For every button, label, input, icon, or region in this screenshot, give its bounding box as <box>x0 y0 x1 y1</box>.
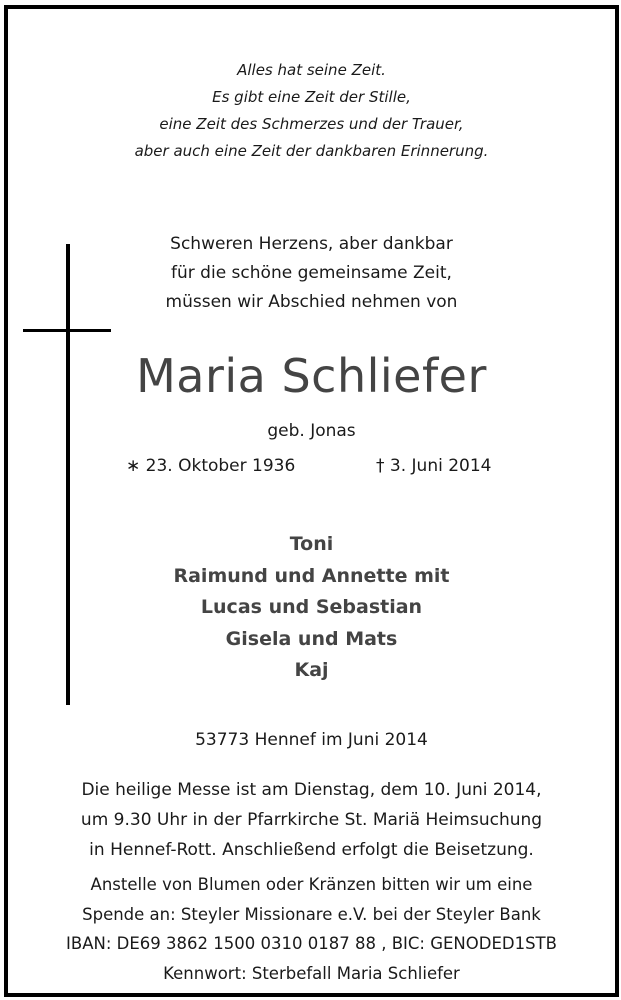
maiden-name: geb. Jonas <box>267 421 356 441</box>
donation-line: IBAN: DE69 3862 1500 0310 0187 88 , BIC: GENODED1STB <box>66 934 557 953</box>
quote-line: Alles hat seine Zeit. <box>237 61 386 79</box>
quote-line: aber auch eine Zeit der dankbaren Erinnerung. <box>134 142 489 160</box>
donation-line: Anstelle von Blumen oder Kränzen bitten wir um eine <box>90 875 533 894</box>
survivor-line: Raimund und Annette mit <box>173 564 450 587</box>
mass-line: um 9.30 Uhr in der Pfarrkirche St. Mariä Heimsuchung <box>80 810 543 830</box>
mass-line: in Hennef-Rott. Anschließend erfolgt die Beisetzung. <box>89 840 534 860</box>
obituary-frame <box>4 5 619 997</box>
intro-line: müssen wir Abschied nehmen von <box>165 292 458 312</box>
survivor-line: Toni <box>289 533 334 555</box>
opening-quote <box>8 57 615 165</box>
quote-line: eine Zeit des Schmerzes und der Trauer, <box>159 115 464 133</box>
mass-line: Die heilige Messe ist am Dienstag, dem 10. Juni 2014, <box>81 780 542 800</box>
death-date: † 3. Juni 2014 <box>376 456 492 476</box>
intro-text <box>8 230 615 317</box>
donation-notice <box>8 870 615 988</box>
donation-line: Kennwort: Sterbefall Maria Schliefer <box>163 963 460 983</box>
place-date: 53773 Hennef im Juni 2014 <box>195 730 428 750</box>
donation-line: Spende an: Steyler Missionare e.V. bei der Steyler Bank <box>82 904 541 924</box>
intro-line: für die schöne gemeinsame Zeit, <box>171 263 452 283</box>
cross-horizontal-bar <box>23 329 111 332</box>
mass-notice <box>8 775 615 865</box>
birth-date: ∗ 23. Oktober 1936 <box>126 456 296 476</box>
survivors-list <box>8 529 615 687</box>
intro-line: Schweren Herzens, aber dankbar <box>170 234 453 254</box>
deceased-name: Maria Schliefer <box>136 349 487 403</box>
survivor-line: Kaj <box>294 659 329 681</box>
quote-line: Es gibt eine Zeit der Stille, <box>212 88 411 106</box>
survivor-line: Gisela und Mats <box>225 627 398 650</box>
survivor-line: Lucas und Sebastian <box>200 596 423 618</box>
